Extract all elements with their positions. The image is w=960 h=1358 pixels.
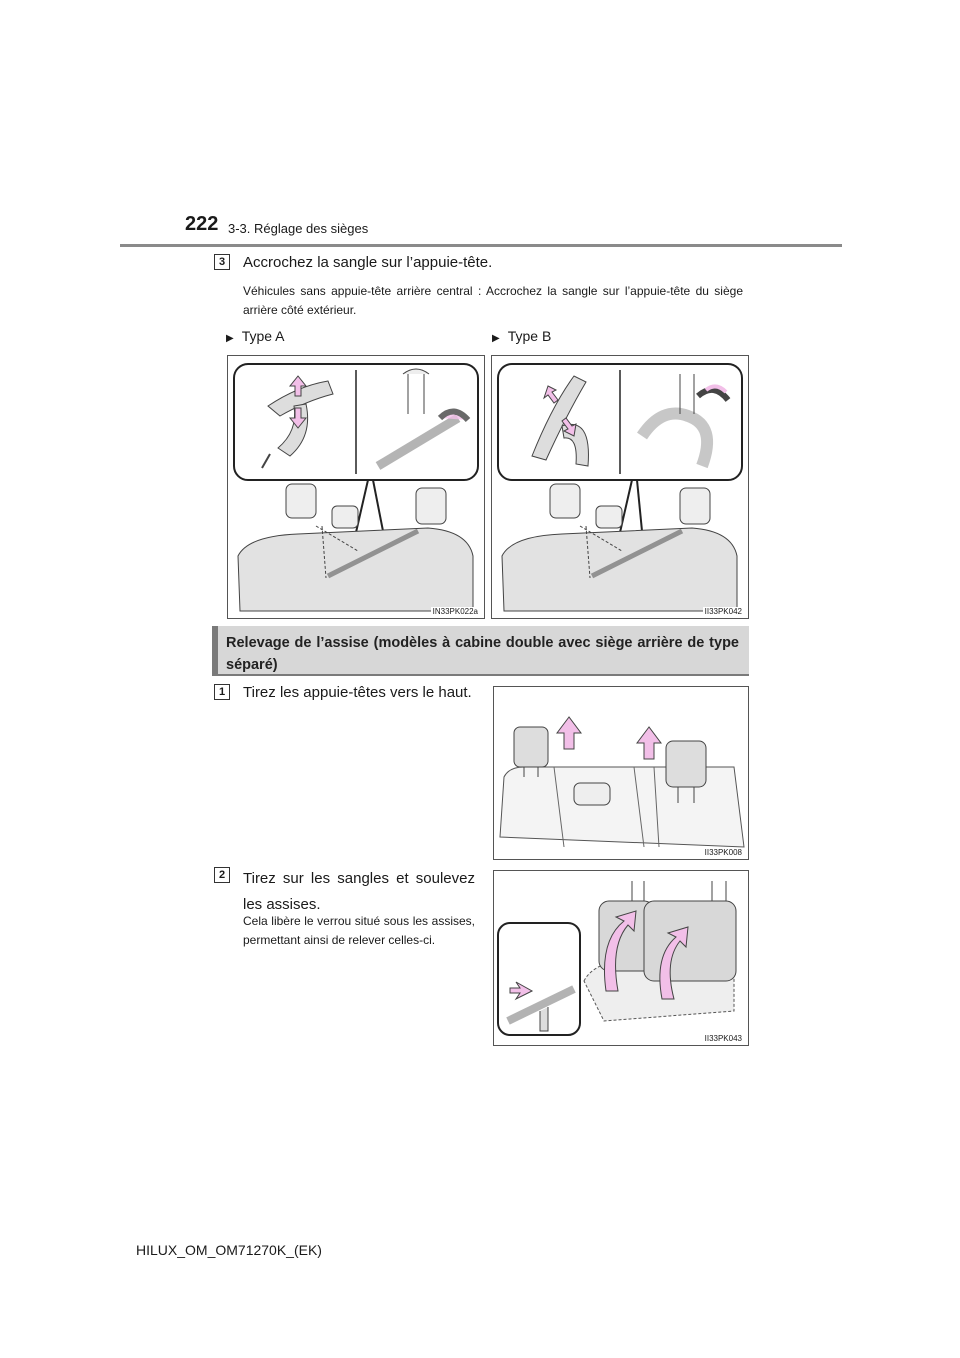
figure-type-b [491, 355, 749, 619]
triangle-right-icon: ▶ [492, 333, 500, 344]
header-divider [120, 244, 842, 247]
step-1-text: Tirez les appuie-têtes vers le haut. [243, 684, 472, 701]
figure-code: II33PK043 [704, 1034, 742, 1043]
step-1-badge: 1 [214, 684, 230, 700]
headrest-raise-illustration [494, 687, 748, 859]
seat-cushion-lift-illustration [494, 871, 748, 1045]
triangle-right-icon: ▶ [226, 333, 234, 344]
step-2-text: Tirez sur les sangles et soulevez les assises. [243, 870, 475, 913]
figure-code: IN33PK022a [432, 607, 478, 616]
seat-strap-type-a-illustration [228, 356, 484, 618]
step-3-note: Véhicules sans appuie-tête arrière central : Accrochez la sangle sur l’appuie-tête du siège arrière côté extérieur. [243, 284, 743, 317]
page-number: 222 [185, 213, 219, 235]
step-2-badge: 2 [214, 867, 230, 883]
type-b-label: ▶ Type B [492, 328, 552, 344]
figure-step-1 [493, 686, 749, 860]
step-3-title: Accrochez la sangle sur l’appuie-tête. [243, 254, 493, 271]
step-3-badge: 3 [214, 254, 230, 270]
section-title: 3-3. Réglage des sièges [228, 221, 369, 236]
figure-code: II33PK042 [704, 607, 742, 616]
document-id: HILUX_OM_OM71270K_(EK) [136, 1242, 322, 1258]
type-a-label: ▶ Type A [226, 328, 285, 344]
section-banner [212, 626, 749, 676]
figure-code: II33PK008 [704, 848, 742, 857]
step-2-note: Cela libère le verrou situé sous les assises, permettant ainsi de relever celles-ci. [243, 914, 475, 947]
figure-type-a [227, 355, 485, 619]
seat-strap-type-b-illustration [492, 356, 748, 618]
banner-title: Relevage de l’assise (modèles à cabine double avec siège arrière de type séparé) [226, 635, 739, 673]
figure-step-2 [493, 870, 749, 1046]
